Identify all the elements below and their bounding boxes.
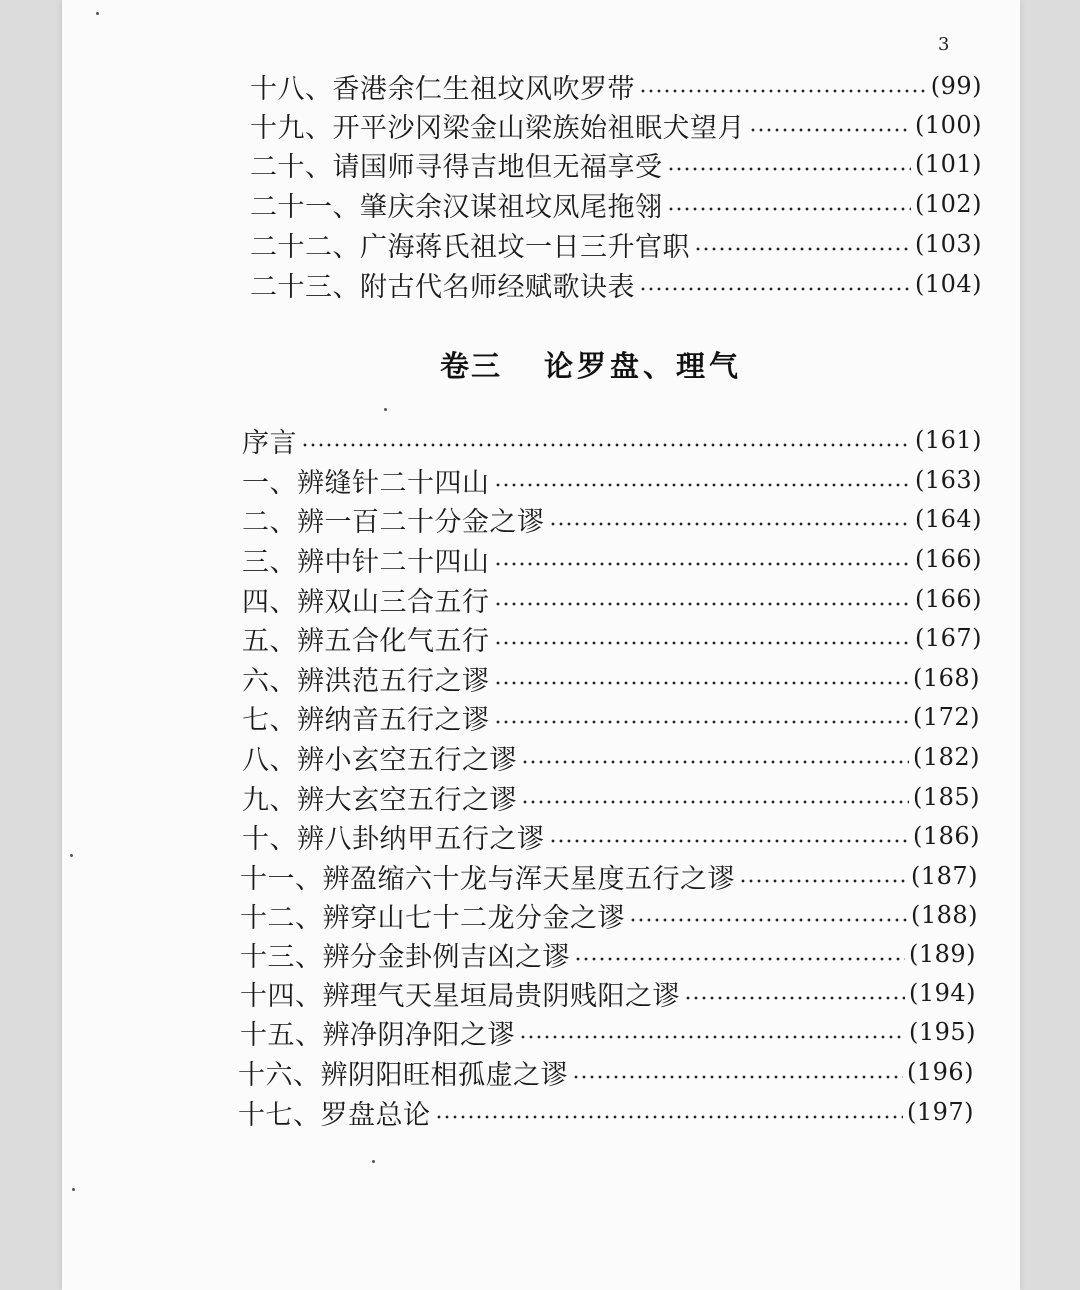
toc-entry	[250, 146, 982, 182]
dot-leader	[549, 522, 911, 526]
toc-entry	[242, 779, 980, 815]
toc-entry-page: (194)	[908, 979, 976, 1007]
section-volume: 卷三	[440, 349, 503, 383]
toc-entry	[242, 620, 982, 656]
dot-leader	[519, 1035, 905, 1039]
toc-entry-title: 十一、辨盈缩六十龙与浑天星度五行之谬	[240, 863, 735, 894]
dot-leader	[494, 720, 909, 724]
toc-entry-page: (187)	[910, 862, 978, 890]
toc-entry	[240, 975, 976, 1011]
toc-entry-title: 二、辨一百二十分金之谬	[242, 506, 545, 537]
toc-entry-page: (186)	[912, 822, 980, 850]
dot-leader	[639, 287, 911, 291]
toc-entry-page: (101)	[914, 150, 982, 178]
dot-leader	[667, 167, 911, 171]
dot-leader	[629, 918, 907, 922]
toc-entry-page: (172)	[912, 703, 980, 731]
toc-entry-page: (161)	[914, 426, 982, 454]
toc-entry-page: (100)	[914, 111, 982, 139]
scan-speck	[70, 854, 73, 857]
toc-entry-title: 十九、开平沙冈梁金山梁族始祖眠犬望月	[250, 112, 745, 143]
toc-entry-title: 十五、辨净阴净阳之谬	[240, 1019, 515, 1050]
toc-entry-title: 序言	[242, 427, 297, 458]
toc-entry-page: (99)	[930, 72, 982, 100]
dot-leader	[639, 89, 927, 93]
toc-entry	[242, 422, 982, 458]
toc-entry-title: 十四、辨理气天星垣局贵阴贱阳之谬	[240, 980, 680, 1011]
toc-entry-page: (167)	[914, 624, 982, 652]
dot-leader	[572, 1075, 903, 1079]
toc-entry	[242, 818, 980, 854]
toc-entry	[242, 581, 982, 617]
toc-entry	[250, 68, 982, 104]
toc-entry	[242, 699, 980, 735]
toc-entry-title: 二十、请国师寻得吉地但无福享受	[250, 151, 663, 182]
toc-entry	[240, 897, 978, 933]
page-number: 3	[938, 34, 950, 55]
toc-entry	[238, 1054, 974, 1090]
toc-entry-page: (182)	[912, 743, 980, 771]
toc-entry-title: 五、辨五合化气五行	[242, 625, 490, 656]
scanned-page	[62, 0, 1020, 1290]
toc-entry-page: (195)	[908, 1018, 976, 1046]
toc-entry-title: 十七、罗盘总论	[238, 1099, 431, 1130]
dot-leader	[494, 602, 911, 606]
dot-leader	[494, 681, 909, 685]
dot-leader	[494, 641, 911, 645]
scan-speck	[384, 408, 387, 411]
toc-entry	[240, 858, 978, 894]
toc-entry-page: (196)	[906, 1058, 974, 1086]
toc-entry	[238, 1094, 974, 1130]
toc-entry	[240, 936, 976, 972]
dot-leader	[574, 957, 905, 961]
dot-leader	[494, 483, 911, 487]
toc-entry-title: 十八、香港余仁生祖坟风吹罗带	[250, 73, 635, 104]
toc-entry-page: (188)	[910, 901, 978, 929]
dot-leader	[521, 760, 909, 764]
toc-entry-page: (166)	[914, 585, 982, 613]
scan-speck	[96, 12, 99, 15]
toc-entry-title: 一、辨缝针二十四山	[242, 467, 490, 498]
toc-entry-page: (168)	[912, 664, 980, 692]
toc-entry-page: (103)	[914, 230, 982, 258]
toc-entry-page: (164)	[914, 505, 982, 533]
toc-entry-page: (197)	[906, 1098, 974, 1126]
toc-entry-page: (185)	[912, 783, 980, 811]
toc-entry	[242, 739, 980, 775]
toc-entry-title: 六、辨洪范五行之谬	[242, 665, 490, 696]
toc-entry-title: 九、辨大玄空五行之谬	[242, 784, 517, 815]
toc-entry-title: 四、辨双山三合五行	[242, 586, 490, 617]
toc-entry	[242, 541, 982, 577]
toc-entry-title: 十六、辨阴阳旺相孤虚之谬	[238, 1059, 568, 1090]
toc-entry-title: 二十二、广海蒋氏祖坟一日三升官职	[250, 231, 690, 262]
toc-entry	[242, 501, 982, 537]
toc-entry-page: (104)	[914, 270, 982, 298]
toc-entry-title: 十、辨八卦纳甲五行之谬	[242, 823, 545, 854]
dot-leader	[435, 1115, 903, 1119]
toc-entry	[242, 660, 980, 696]
toc-entry	[250, 186, 982, 222]
toc-entry-title: 十三、辨分金卦例吉凶之谬	[240, 941, 570, 972]
dot-leader	[667, 207, 911, 211]
section-topic: 论罗盘、理气	[544, 349, 743, 383]
dot-leader	[549, 839, 909, 843]
dot-leader	[749, 128, 911, 132]
toc-entry-page: (102)	[914, 190, 982, 218]
dot-leader	[684, 996, 905, 1000]
toc-entry	[250, 107, 982, 143]
dot-leader	[494, 562, 911, 566]
toc-entry	[240, 1014, 976, 1050]
dot-leader	[521, 800, 909, 804]
toc-entry-title: 十二、辨穿山七十二龙分金之谬	[240, 902, 625, 933]
toc-entry-title: 八、辨小玄空五行之谬	[242, 744, 517, 775]
toc-entry	[242, 462, 982, 498]
dot-leader	[739, 879, 907, 883]
dot-leader	[694, 247, 911, 251]
toc-entry-title: 二十一、肇庆余汉谋祖坟凤尾拖翎	[250, 191, 663, 222]
toc-entry-page: (166)	[914, 545, 982, 573]
toc-entry	[250, 266, 982, 302]
section-heading	[440, 344, 742, 385]
toc-entry-title: 二十三、附古代名师经赋歌诀表	[250, 271, 635, 302]
toc-entry	[250, 226, 982, 262]
toc-entry-title: 七、辨纳音五行之谬	[242, 704, 490, 735]
scan-speck	[372, 1160, 375, 1163]
scan-speck	[72, 1188, 75, 1191]
dot-leader	[301, 443, 911, 447]
toc-entry-page: (163)	[914, 466, 982, 494]
toc-entry-title: 三、辨中针二十四山	[242, 546, 490, 577]
toc-entry-page: (189)	[908, 940, 976, 968]
